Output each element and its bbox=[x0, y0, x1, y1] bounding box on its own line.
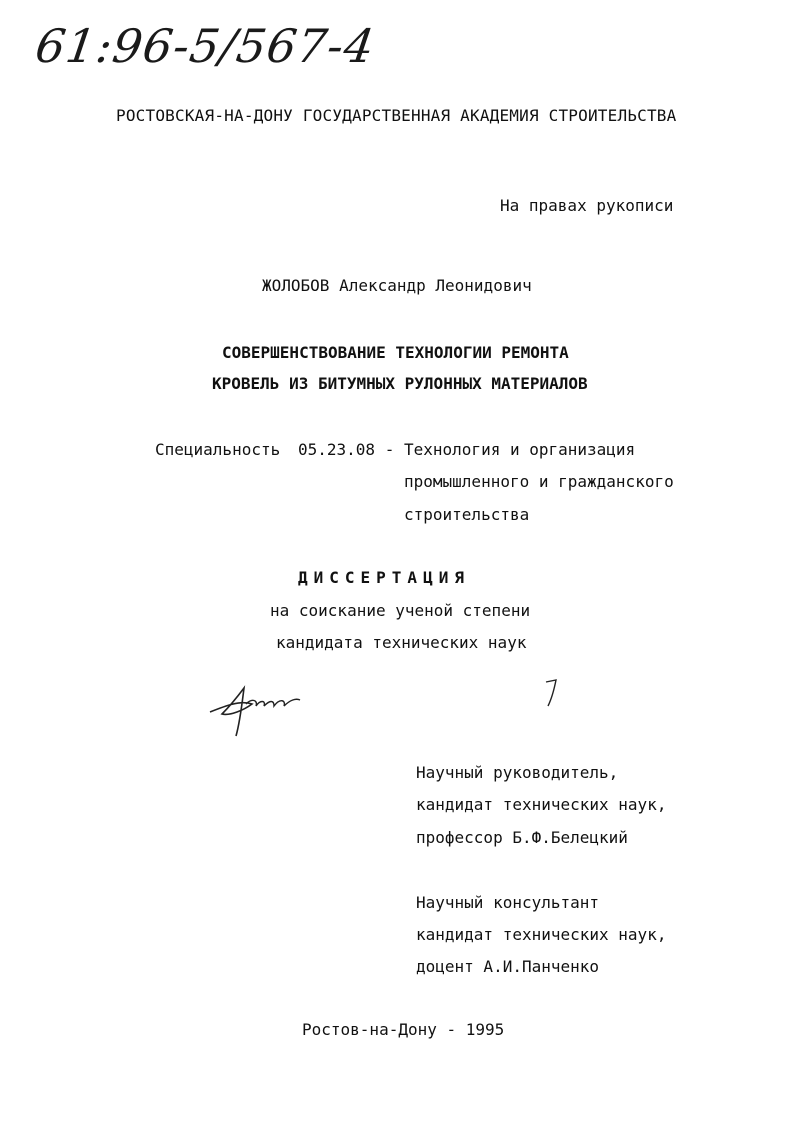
degree-line-1: на соискание ученой степени bbox=[270, 601, 531, 620]
consultant-line-2: кандидат технических наук, bbox=[416, 925, 667, 944]
title-line-1: СОВЕРШЕНСТВОВАНИЕ ТЕХНОЛОГИИ РЕМОНТА bbox=[222, 343, 569, 362]
specialty-line-3: строительства bbox=[404, 505, 530, 524]
specialty-line-1: Технология и организация bbox=[404, 440, 636, 459]
consultant-line-1: Научный консультант bbox=[416, 893, 600, 912]
supervisor-line-3: профессор Б.Ф.Белецкий bbox=[416, 828, 628, 847]
supervisor-line-1: Научный руководитель, bbox=[416, 763, 619, 782]
author-signature bbox=[200, 670, 310, 742]
pen-mark bbox=[540, 672, 564, 712]
place-and-year: Ростов-на-Дону - 1995 bbox=[302, 1020, 505, 1039]
institution-name: РОСТОВСКАЯ-НА-ДОНУ ГОСУДАРСТВЕННАЯ АКАДЕМИЯ СТРОИТЕЛЬСТВА bbox=[116, 106, 677, 125]
manuscript-note: На правах рукописи bbox=[500, 196, 674, 215]
specialty-code: 05.23.08 - bbox=[298, 440, 395, 459]
consultant-line-3: доцент А.И.Панченко bbox=[416, 957, 600, 976]
degree-line-2: кандидата технических наук bbox=[276, 633, 527, 652]
author-name: ЖОЛОБОВ Александр Леонидович bbox=[262, 276, 532, 295]
specialty-line-2: промышленного и гражданского bbox=[404, 472, 674, 491]
document-type: ДИССЕРТАЦИЯ bbox=[298, 568, 470, 587]
specialty-label: Специальность bbox=[155, 440, 281, 459]
title-line-2: КРОВЕЛЬ ИЗ БИТУМНЫХ РУЛОННЫХ МАТЕРИАЛОВ bbox=[212, 374, 588, 393]
supervisor-line-2: кандидат технических наук, bbox=[416, 795, 667, 814]
handwritten-archive-number: 61:96-5/567-4 bbox=[32, 19, 379, 73]
